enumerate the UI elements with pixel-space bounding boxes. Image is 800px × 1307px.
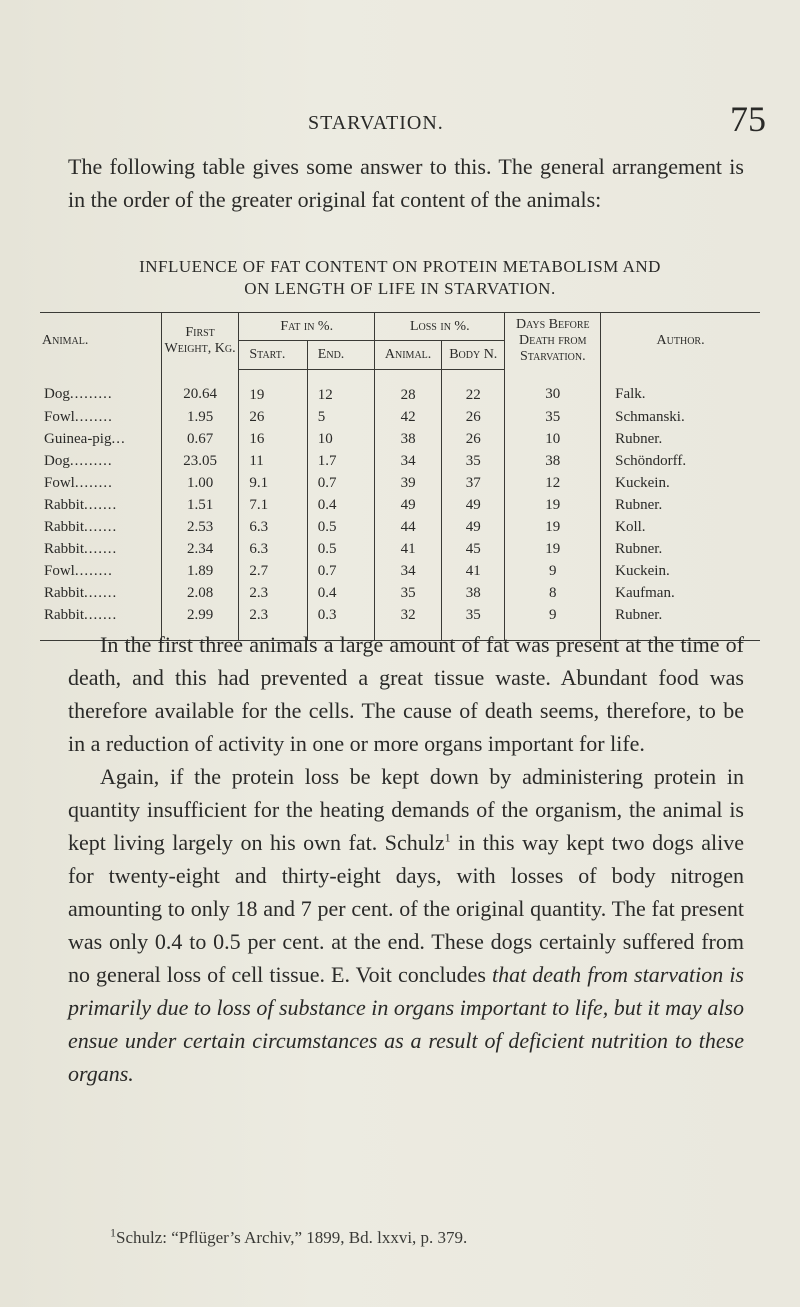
animal-name: Fowl: [44, 562, 75, 579]
cell-author: Koll.: [601, 516, 760, 538]
table-row: [40, 560, 760, 582]
cell-author: Kuckein.: [601, 472, 760, 494]
cell-loss-animal: 41: [375, 538, 442, 560]
table-row: [40, 538, 760, 560]
cell-days: 19: [505, 494, 601, 516]
cell-fat-end: 5: [307, 406, 374, 428]
table-title-line-2: ON LENGTH OF LIFE IN STARVATION.: [244, 279, 556, 298]
cell-loss-animal: 28: [375, 369, 442, 406]
cell-days: 8: [505, 582, 601, 604]
dot-leader: .......: [84, 518, 118, 535]
page-number: 75: [730, 99, 766, 139]
animal-name: Dog: [44, 452, 70, 469]
cell-animal: [40, 494, 161, 516]
cell-fat-end: 0.3: [307, 604, 374, 641]
cell-days: 10: [505, 428, 601, 450]
dot-leader: .......: [84, 540, 118, 557]
dot-leader: .........: [69, 386, 113, 403]
cell-loss-animal: 32: [375, 604, 442, 641]
cell-days: 19: [505, 538, 601, 560]
header-days: Days Before Death from Starvation.: [505, 313, 601, 370]
cell-fat-end: 0.5: [307, 538, 374, 560]
cell-animal: [40, 450, 161, 472]
cell-fat-end: 0.4: [307, 582, 374, 604]
cell-days: 9: [505, 604, 601, 641]
cell-fat-start: 2.7: [239, 560, 307, 582]
header-fat-start: Start.: [239, 341, 307, 369]
dot-leader: .........: [69, 452, 113, 469]
dot-leader: .......: [84, 584, 118, 601]
table-row: [40, 428, 760, 450]
animal-name: Fowl: [44, 474, 75, 491]
cell-author: Schmanski.: [601, 406, 760, 428]
dot-leader: ........: [74, 474, 113, 491]
cell-animal: [40, 369, 161, 406]
header-weight: First Weight, Kg.: [161, 313, 239, 370]
cell-loss-animal: 44: [375, 516, 442, 538]
cell-animal: [40, 428, 161, 450]
header-fat: Fat in %.: [239, 313, 375, 341]
cell-weight: 0.67: [161, 428, 239, 450]
cell-author: Falk.: [601, 369, 760, 406]
cell-days: 35: [505, 406, 601, 428]
cell-author: Kaufman.: [601, 582, 760, 604]
cell-author: Rubner.: [601, 428, 760, 450]
cell-weight: 1.51: [161, 494, 239, 516]
cell-days: 9: [505, 560, 601, 582]
cell-fat-start: 11: [239, 450, 307, 472]
running-head: STARVATION.: [308, 112, 444, 134]
dot-leader: .......: [84, 496, 118, 513]
cell-loss-body-n: 49: [442, 494, 505, 516]
cell-loss-animal: 35: [375, 582, 442, 604]
cell-loss-body-n: 22: [442, 369, 505, 406]
cell-loss-body-n: 38: [442, 582, 505, 604]
cell-days: 38: [505, 450, 601, 472]
cell-loss-body-n: 37: [442, 472, 505, 494]
footnote-text: Schulz: “Pflüger’s Archiv,” 1899, Bd. lxxvi, p. 379.: [116, 1228, 468, 1247]
table-title-line-1: INFLUENCE OF FAT CONTENT ON PROTEIN METABOLISM AND: [139, 257, 661, 276]
footnote: [110, 1225, 770, 1248]
cell-weight: 2.99: [161, 604, 239, 641]
cell-loss-animal: 34: [375, 560, 442, 582]
cell-loss-body-n: 35: [442, 450, 505, 472]
table-row: [40, 472, 760, 494]
cell-animal: [40, 538, 161, 560]
cell-loss-body-n: 35: [442, 604, 505, 641]
cell-fat-start: 2.3: [239, 582, 307, 604]
cell-loss-body-n: 49: [442, 516, 505, 538]
animal-name: Guinea-pig: [44, 430, 112, 447]
table-row: [40, 494, 760, 516]
cell-author: Kuckein.: [601, 560, 760, 582]
dot-leader: ........: [74, 408, 113, 425]
header-author: Author.: [601, 313, 760, 370]
header-loss-animal: Animal.: [375, 341, 442, 369]
fat-content-table: [40, 312, 760, 641]
cell-days: 12: [505, 472, 601, 494]
dot-leader: ........: [74, 562, 113, 579]
paragraph-2: [68, 760, 744, 1090]
cell-fat-start: 26: [239, 406, 307, 428]
cell-weight: 2.34: [161, 538, 239, 560]
cell-author: Rubner.: [601, 494, 760, 516]
paragraph-2-start: Again, if the protein loss be kept down by administering protein in quantity insufficient for the heating demands of the organism, the animal is kept living largely on his own fat. Schulz: [68, 764, 744, 855]
table-row: [40, 450, 760, 472]
cell-loss-animal: 38: [375, 428, 442, 450]
cell-author: Rubner.: [601, 538, 760, 560]
cell-loss-animal: 39: [375, 472, 442, 494]
cell-weight: 1.95: [161, 406, 239, 428]
cell-animal: [40, 472, 161, 494]
paragraph-2-italic-conclusion: that death from starvation is primarily due to loss of substance in organs important to life, but it may also ensue under certain circumstances as a result of deficient nutrition to these organs.: [68, 962, 744, 1086]
cell-fat-start: 2.3: [239, 604, 307, 641]
cell-fat-end: 10: [307, 428, 374, 450]
cell-animal: [40, 560, 161, 582]
dot-leader: .......: [84, 606, 118, 623]
footnote-reference: 1: [444, 830, 451, 845]
table-row: [40, 516, 760, 538]
cell-animal: [40, 406, 161, 428]
cell-fat-end: 0.5: [307, 516, 374, 538]
cell-loss-animal: 42: [375, 406, 442, 428]
intro-paragraph: The following table gives some answer to this. The general arrangement is in the order of the greater original fat content of the animals:: [68, 154, 744, 212]
cell-days: 19: [505, 516, 601, 538]
paragraph-1: In the first three animals a large amount of fat was present at the time of death, and this had prevented a great tissue waste. Abundant food was therefore available for the cells. The cause of death seems, therefore, to be in a reduction of activity in one or more organs important for life.: [68, 632, 744, 756]
animal-name: Rabbit: [44, 518, 84, 535]
animal-name: Dog: [44, 386, 70, 403]
table-row: [40, 406, 760, 428]
cell-fat-start: 16: [239, 428, 307, 450]
cell-fat-start: 9.1: [239, 472, 307, 494]
data-table-wrapper: [40, 312, 760, 641]
header-loss: Loss in %.: [375, 313, 505, 341]
cell-loss-body-n: 26: [442, 428, 505, 450]
animal-name: Rabbit: [44, 584, 84, 601]
cell-fat-end: 12: [307, 369, 374, 406]
table-row: [40, 582, 760, 604]
cell-loss-animal: 34: [375, 450, 442, 472]
cell-weight: 2.08: [161, 582, 239, 604]
paragraph-2-middle: in this way kept two dogs alive for twenty-eight and thirty-eight days, with losses of body nitrogen amounting to only 18 and 7 per cent. of the original quantity. The fat present was only 0.4 to 0.5 per cent. at the end. These dogs certainly suffered from no general loss of cell tissue. E. Voit concludes: [68, 830, 744, 987]
cell-animal: [40, 516, 161, 538]
table-body: [40, 369, 760, 640]
cell-loss-body-n: 45: [442, 538, 505, 560]
header-animal: Animal.: [40, 313, 161, 370]
cell-loss-animal: 49: [375, 494, 442, 516]
cell-fat-end: 0.7: [307, 472, 374, 494]
body-text: [68, 628, 744, 1090]
table-head: [40, 313, 760, 370]
animal-name: Rabbit: [44, 496, 84, 513]
animal-name: Rabbit: [44, 606, 84, 623]
animal-name: Rabbit: [44, 540, 84, 557]
cell-fat-start: 19: [239, 369, 307, 406]
page-header: [0, 88, 800, 139]
table-title: [40, 256, 760, 300]
cell-weight: 2.53: [161, 516, 239, 538]
table-row: [40, 369, 760, 406]
cell-days: 30: [505, 369, 601, 406]
cell-author: Schöndorff.: [601, 450, 760, 472]
footnote-marker: 1: [110, 1225, 116, 1240]
cell-fat-end: 0.7: [307, 560, 374, 582]
header-fat-end: End.: [307, 341, 374, 369]
cell-fat-start: 7.1: [239, 494, 307, 516]
cell-animal: [40, 582, 161, 604]
cell-fat-end: 1.7: [307, 450, 374, 472]
cell-fat-end: 0.4: [307, 494, 374, 516]
cell-weight: 1.89: [161, 560, 239, 582]
cell-weight: 20.64: [161, 369, 239, 406]
dot-leader: ...: [111, 430, 126, 447]
cell-fat-start: 6.3: [239, 516, 307, 538]
animal-name: Fowl: [44, 408, 75, 425]
cell-loss-body-n: 41: [442, 560, 505, 582]
cell-weight: 23.05: [161, 450, 239, 472]
cell-weight: 1.00: [161, 472, 239, 494]
cell-fat-start: 6.3: [239, 538, 307, 560]
cell-author: Rubner.: [601, 604, 760, 641]
cell-loss-body-n: 26: [442, 406, 505, 428]
header-loss-body-n: Body N.: [442, 341, 505, 369]
